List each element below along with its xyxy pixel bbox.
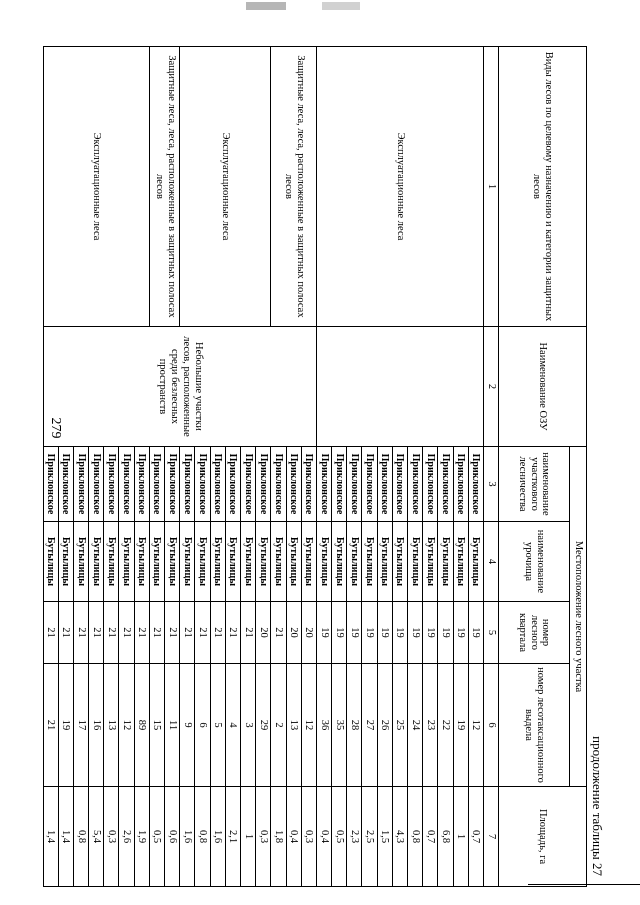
- allotment-cell: 89: [134, 664, 149, 787]
- allotment-cell: 21: [43, 664, 58, 787]
- area-cell: 6,8: [438, 787, 453, 887]
- forestry-cell: Приклонское: [392, 447, 407, 522]
- tract-cell: Бутылицы: [423, 522, 438, 602]
- allotment-cell: 29: [256, 664, 271, 787]
- forestry-cell: Приклонское: [195, 447, 210, 522]
- quarter-cell: 19: [468, 602, 483, 664]
- forest-type-cell: Защитные леса, леса, расположенные в защитных полосах лесов: [271, 47, 317, 327]
- forestry-cell: Приклонское: [377, 447, 392, 522]
- quarter-cell: 21: [195, 602, 210, 664]
- allotment-cell: 4: [225, 664, 240, 787]
- tract-cell: Бутылицы: [73, 522, 88, 602]
- forest-type-cell: Эксплуатационные леса: [180, 47, 271, 327]
- tract-cell: Бутылицы: [241, 522, 256, 602]
- forestry-cell: Приклонское: [271, 447, 286, 522]
- quarter-cell: 21: [165, 602, 180, 664]
- scan-artifact: [322, 2, 360, 10]
- area-cell: 2,5: [362, 787, 377, 887]
- scan-artifact: [246, 2, 286, 10]
- quarter-cell: 20: [256, 602, 271, 664]
- tract-cell: Бутылицы: [316, 522, 331, 602]
- tract-cell: Бутылицы: [225, 522, 240, 602]
- forestry-cell: Приклонское: [104, 447, 119, 522]
- forestry-cell: Приклонское: [423, 447, 438, 522]
- forestry-cell: Приклонское: [89, 447, 104, 522]
- area-cell: 1,6: [210, 787, 225, 887]
- forestry-cell: Приклонское: [468, 447, 483, 522]
- area-cell: 2,6: [119, 787, 134, 887]
- forestry-cell: Приклонское: [408, 447, 423, 522]
- header-forest-types: Виды лесов по целевому назначению и категории защитных лесов: [499, 47, 587, 327]
- area-cell: 0,4: [286, 787, 301, 887]
- column-numbers: [484, 47, 499, 887]
- forestry-cell: Приклонское: [58, 447, 73, 522]
- tract-cell: Бутылицы: [453, 522, 468, 602]
- column-number: 3: [484, 447, 499, 522]
- allotment-cell: 25: [392, 664, 407, 787]
- forestry-cell: Приклонское: [256, 447, 271, 522]
- tract-cell: Бутылицы: [408, 522, 423, 602]
- forestry-cell: Приклонское: [453, 447, 468, 522]
- forestry-cell: Приклонское: [180, 447, 195, 522]
- column-number: 7: [484, 787, 499, 887]
- footer-rule: [528, 884, 640, 885]
- quarter-cell: 21: [134, 602, 149, 664]
- area-cell: 1: [453, 787, 468, 887]
- quarter-cell: 21: [210, 602, 225, 664]
- area-cell: 1,9: [134, 787, 149, 887]
- allotment-cell: 19: [58, 664, 73, 787]
- area-cell: 0,5: [332, 787, 347, 887]
- tract-cell: Бутылицы: [165, 522, 180, 602]
- area-cell: 1,4: [58, 787, 73, 887]
- page-number: 279: [48, 417, 63, 439]
- tract-cell: Бутылицы: [180, 522, 195, 602]
- forestry-cell: Приклонское: [225, 447, 240, 522]
- forestry-cell: Приклонское: [119, 447, 134, 522]
- allotment-cell: 15: [149, 664, 164, 787]
- column-number: 4: [484, 522, 499, 602]
- allotment-cell: 12: [468, 664, 483, 787]
- tract-cell: Бутылицы: [256, 522, 271, 602]
- area-cell: 1,5: [377, 787, 392, 887]
- forestry-cell: Приклонское: [241, 447, 256, 522]
- allotment-cell: 23: [423, 664, 438, 787]
- quarter-cell: 21: [104, 602, 119, 664]
- allotment-cell: 24: [408, 664, 423, 787]
- ozu-cell: Небольшие участки лесов, расположенные среди безлесных пространств: [43, 327, 316, 447]
- quarter-cell: 19: [392, 602, 407, 664]
- allotment-cell: 36: [316, 664, 331, 787]
- area-cell: 0,3: [301, 787, 316, 887]
- table-row: [165, 47, 180, 887]
- header-tract: наименование урочища: [499, 522, 570, 602]
- allotment-cell: 13: [104, 664, 119, 787]
- quarter-cell: 19: [423, 602, 438, 664]
- allotment-cell: 28: [347, 664, 362, 787]
- tract-cell: Бутылицы: [134, 522, 149, 602]
- allotment-cell: 6: [195, 664, 210, 787]
- area-cell: 0,4: [316, 787, 331, 887]
- area-cell: 2,1: [225, 787, 240, 887]
- forestry-cell: Приклонское: [73, 447, 88, 522]
- tract-cell: Бутылицы: [468, 522, 483, 602]
- header-area: Площадь, га: [499, 787, 587, 887]
- tract-cell: Бутылицы: [377, 522, 392, 602]
- forestry-cell: Приклонское: [134, 447, 149, 522]
- allotment-cell: 9: [180, 664, 195, 787]
- quarter-cell: 20: [301, 602, 316, 664]
- ozu-blank-cell: [316, 327, 483, 447]
- quarter-cell: 20: [286, 602, 301, 664]
- forest-type-cell: Эксплуатационные леса: [43, 47, 149, 327]
- area-cell: 0,8: [408, 787, 423, 887]
- quarter-cell: 21: [149, 602, 164, 664]
- table-row: [256, 47, 271, 887]
- area-cell: 5,4: [89, 787, 104, 887]
- tract-cell: Бутылицы: [195, 522, 210, 602]
- forestry-cell: Приклонское: [210, 447, 225, 522]
- tract-cell: Бутылицы: [119, 522, 134, 602]
- area-cell: 1,4: [43, 787, 58, 887]
- allotment-cell: 19: [453, 664, 468, 787]
- quarter-cell: 19: [362, 602, 377, 664]
- tract-cell: Бутылицы: [89, 522, 104, 602]
- area-cell: 1: [241, 787, 256, 887]
- tract-cell: Бутылицы: [210, 522, 225, 602]
- tract-cell: Бутылицы: [43, 522, 58, 602]
- area-cell: 0,3: [256, 787, 271, 887]
- forestry-cell: Приклонское: [332, 447, 347, 522]
- forestry-cell: Приклонское: [347, 447, 362, 522]
- quarter-cell: 21: [58, 602, 73, 664]
- area-cell: 1,6: [180, 787, 195, 887]
- quarter-cell: 21: [225, 602, 240, 664]
- area-cell: 4,3: [392, 787, 407, 887]
- quarter-cell: 21: [180, 602, 195, 664]
- header-allotment: номер лесотаксационного выдела: [499, 664, 570, 787]
- allotment-cell: 5: [210, 664, 225, 787]
- area-cell: 0,7: [423, 787, 438, 887]
- area-cell: 0,7: [468, 787, 483, 887]
- column-number: 2: [484, 327, 499, 447]
- area-cell: 1,8: [271, 787, 286, 887]
- column-number: 5: [484, 602, 499, 664]
- forestry-cell: Приклонское: [316, 447, 331, 522]
- table-row: [468, 47, 483, 887]
- area-cell: 0,3: [104, 787, 119, 887]
- area-cell: 0,8: [73, 787, 88, 887]
- table-row: [134, 47, 149, 887]
- forestry-cell: Приклонское: [286, 447, 301, 522]
- tract-cell: Бутылицы: [104, 522, 119, 602]
- header-forestry: наименование участкового лесничества: [499, 447, 570, 522]
- tract-cell: Бутылицы: [149, 522, 164, 602]
- allotment-cell: 12: [119, 664, 134, 787]
- forest-type-cell: Эксплуатационные леса: [316, 47, 483, 327]
- quarter-cell: 19: [408, 602, 423, 664]
- forestry-cell: Приклонское: [165, 447, 180, 522]
- tract-cell: Бутылицы: [392, 522, 407, 602]
- allotment-cell: 3: [241, 664, 256, 787]
- quarter-cell: 21: [89, 602, 104, 664]
- table-caption: продолжение таблицы 27: [590, 736, 605, 876]
- tract-cell: Бутылицы: [362, 522, 377, 602]
- area-cell: 0,8: [195, 787, 210, 887]
- header-quarter: номер лесного квартала: [499, 602, 570, 664]
- area-cell: 0,6: [165, 787, 180, 887]
- column-number: 1: [484, 47, 499, 327]
- allotment-cell: 17: [73, 664, 88, 787]
- allotment-cell: 22: [438, 664, 453, 787]
- quarter-cell: 19: [377, 602, 392, 664]
- tract-cell: Бутылицы: [332, 522, 347, 602]
- tract-cell: Бутылицы: [286, 522, 301, 602]
- quarter-cell: 21: [43, 602, 58, 664]
- quarter-cell: 21: [241, 602, 256, 664]
- header-ozu: Наименование ОЗУ: [499, 327, 587, 447]
- allotment-cell: 27: [362, 664, 377, 787]
- allotment-cell: 16: [89, 664, 104, 787]
- allotment-cell: 12: [301, 664, 316, 787]
- header-location: Местоположение лесного участка: [570, 447, 587, 787]
- tract-cell: Бутылицы: [58, 522, 73, 602]
- forest-type-cell: Защитные леса, леса, расположенные в защитных полосах лесов: [149, 47, 179, 327]
- allotment-cell: 2: [271, 664, 286, 787]
- quarter-cell: 19: [347, 602, 362, 664]
- area-cell: 2,3: [347, 787, 362, 887]
- forest-table: [43, 46, 587, 887]
- forestry-cell: Приклонское: [301, 447, 316, 522]
- tract-cell: Бутылицы: [301, 522, 316, 602]
- allotment-cell: 35: [332, 664, 347, 787]
- allotment-cell: 13: [286, 664, 301, 787]
- tract-cell: Бутылицы: [271, 522, 286, 602]
- table-row: [301, 47, 316, 887]
- forestry-cell: Приклонское: [149, 447, 164, 522]
- column-number: 6: [484, 664, 499, 787]
- quarter-cell: 21: [73, 602, 88, 664]
- quarter-cell: 19: [438, 602, 453, 664]
- allotment-cell: 26: [377, 664, 392, 787]
- quarter-cell: 21: [119, 602, 134, 664]
- forestry-cell: Приклонское: [438, 447, 453, 522]
- allotment-cell: 11: [165, 664, 180, 787]
- quarter-cell: 19: [332, 602, 347, 664]
- tract-cell: Бутылицы: [438, 522, 453, 602]
- quarter-cell: 21: [271, 602, 286, 664]
- area-cell: 0,5: [149, 787, 164, 887]
- forestry-cell: Приклонское: [43, 447, 58, 522]
- quarter-cell: 19: [453, 602, 468, 664]
- table-body: [43, 47, 483, 887]
- quarter-cell: 19: [316, 602, 331, 664]
- tract-cell: Бутылицы: [347, 522, 362, 602]
- forestry-cell: Приклонское: [362, 447, 377, 522]
